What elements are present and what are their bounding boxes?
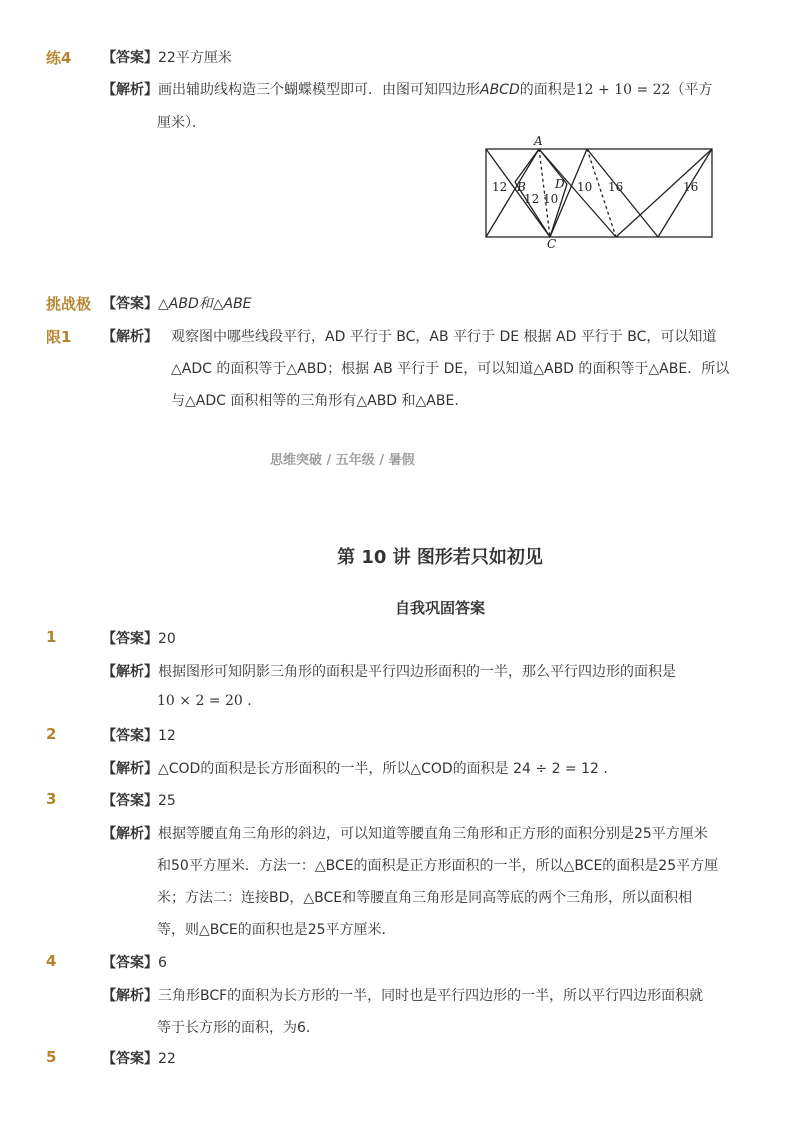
- answer-tag: 【答案】: [102, 1051, 158, 1067]
- challenge-analysis-line2: △ADC 的面积等于△ABD；根据 AB 平行于 DE，可以知道△ABD 的面积等于△ABE．所以: [171, 361, 730, 377]
- q3-analysis-line3: 米；方法二：连接BD，△BCE和等腰直角三角形是同高等底的两个三角形，所以面积相: [157, 890, 693, 906]
- challenge-analysis-line1: 观察图中哪些线段平行，AD 平行于 BC，AB 平行于 DE 根据 AD 平行于 BC，可以知道: [171, 329, 717, 345]
- challenge-label-1: 挑战极: [46, 295, 92, 313]
- q5-answer: [102, 1048, 176, 1068]
- ex4-answer: [102, 47, 232, 67]
- analysis-text: 的面积是: [519, 82, 576, 98]
- label-b: B: [517, 180, 526, 194]
- answer-tag: 【答案】: [102, 728, 158, 744]
- analysis-tag: 【解析】: [102, 826, 158, 842]
- answer-tag: 【答案】: [102, 50, 158, 66]
- analysis-tag: 【解析】: [102, 82, 158, 98]
- area-10-inner: 10: [543, 192, 559, 206]
- question-number: 2: [46, 725, 57, 743]
- label-c: C: [547, 237, 557, 251]
- q3-analysis-line1: [102, 823, 708, 843]
- analysis-tag: 【解析】: [102, 988, 158, 1004]
- area-12-inner: 12: [524, 192, 540, 206]
- answer-text: 22: [158, 1051, 176, 1067]
- q1-analysis-line1: [102, 661, 676, 681]
- analysis-tag: 【解析】: [102, 329, 158, 345]
- exercise-label: 练4: [46, 49, 72, 67]
- answer-text: 22平方厘米: [158, 50, 232, 66]
- q4-analysis-line2: 等于长方形的面积，为6．: [157, 1020, 320, 1036]
- analysis-text: 根据图形可知阴影三角形的面积是平行四边形面积的一半，那么平行四边形的面积是: [158, 664, 676, 680]
- label-d: D: [555, 177, 565, 191]
- answer-tag: 【答案】: [102, 296, 158, 312]
- question-number: 1: [46, 628, 57, 646]
- q2-analysis-line1: [102, 758, 608, 778]
- section-title: 自我巩固答案: [394, 599, 485, 617]
- challenge-label-2: 限1: [46, 328, 72, 346]
- answer-text: 6: [158, 955, 167, 971]
- area-10-right: 10: [577, 180, 593, 194]
- answer-text: 25: [158, 793, 176, 809]
- analysis-tag: 【解析】: [102, 761, 158, 777]
- area-16-middle: 16: [608, 180, 624, 194]
- challenge-answer: [102, 293, 252, 313]
- challenge-analysis-line3: 与△ADC 面积相等的三角形有△ABD 和△ABE.: [171, 393, 459, 409]
- page-footer: 思维突破 / 五年级 / 暑假: [270, 453, 415, 468]
- analysis-formula: 12 + 10 = 22: [575, 82, 671, 98]
- q1-analysis-line2: 10 × 2 = 20 .: [157, 693, 252, 709]
- butterfly-figure: [480, 134, 720, 254]
- analysis-text: 三角形BCF的面积为长方形的一半，同时也是平行四边形的一半，所以平行四边形面积就: [158, 988, 704, 1004]
- answer-tag: 【答案】: [102, 631, 158, 647]
- answer-tag: 【答案】: [102, 955, 158, 971]
- lecture-title: 第 10 讲 图形若只如初见: [337, 547, 543, 568]
- ex4-analysis-line2: 厘米）．: [157, 115, 206, 131]
- label-a: A: [534, 134, 543, 148]
- question-number: 5: [46, 1048, 57, 1066]
- analysis-text: 画出辅助线构造三个蝴蝶模型即可．由图可知四边形: [158, 82, 480, 98]
- ex4-analysis-line1: [102, 79, 712, 99]
- analysis-text: △COD的面积是长方形面积的一半，所以△COD的面积是 24 ÷ 2 = 12 .: [158, 761, 608, 777]
- answer-tag: 【答案】: [102, 793, 158, 809]
- question-number: 3: [46, 790, 57, 808]
- area-16-right: 16: [683, 180, 699, 194]
- answer-text: 12: [158, 728, 176, 744]
- analysis-text: （平方: [670, 82, 713, 98]
- analysis-quad: ABCD: [480, 82, 520, 98]
- q1-answer: [102, 628, 176, 648]
- q3-answer: [102, 790, 176, 810]
- q3-analysis-line2: 和50平方厘米．方法一：△BCE的面积是正方形面积的一半，所以△BCE的面积是25平方厘: [157, 858, 719, 874]
- answer-text: △ABD和△ABE: [158, 296, 252, 312]
- answer-text: 20: [158, 631, 176, 647]
- analysis-tag: 【解析】: [102, 664, 158, 680]
- q3-analysis-line4: 等，则△BCE的面积也是25平方厘米．: [157, 922, 396, 938]
- q4-analysis-line1: [102, 985, 703, 1005]
- area-12-left: 12: [492, 180, 508, 194]
- analysis-text: 根据等腰直角三角形的斜边，可以知道等腰直角三角形和正方形的面积分别是25平方厘米: [158, 826, 708, 842]
- question-number: 4: [46, 952, 57, 970]
- q4-answer: [102, 952, 167, 972]
- q2-answer: [102, 725, 176, 745]
